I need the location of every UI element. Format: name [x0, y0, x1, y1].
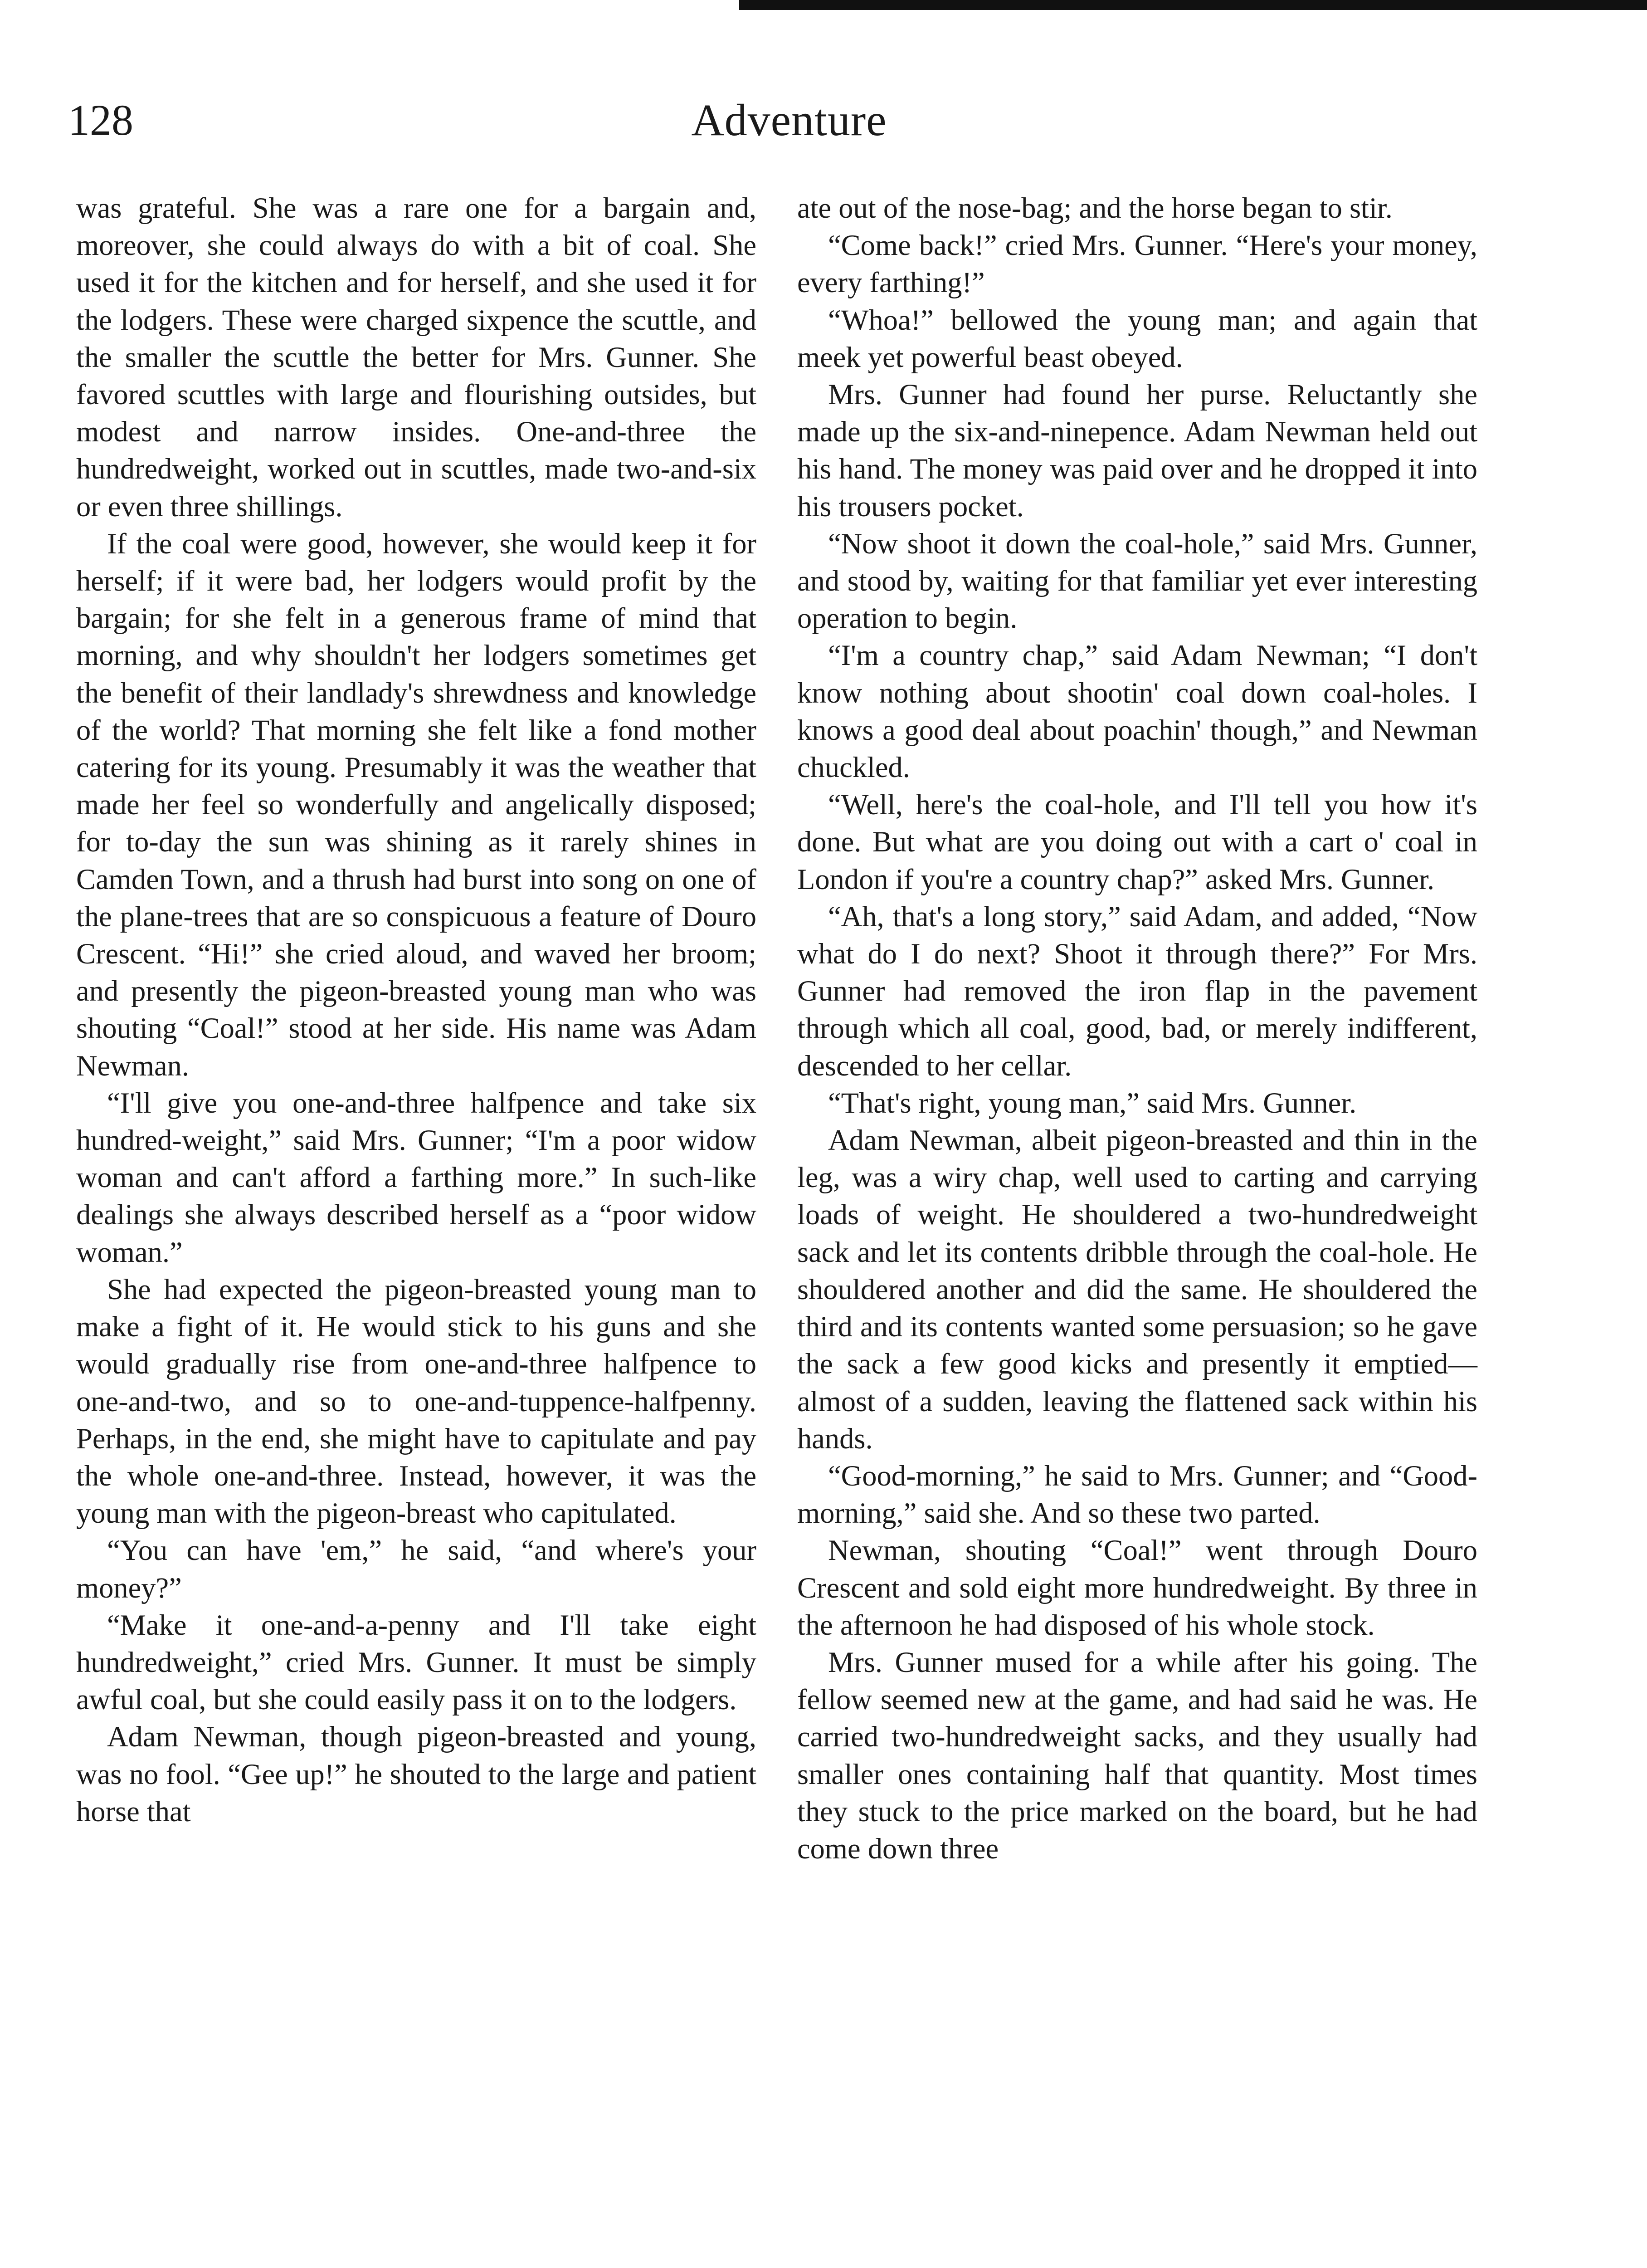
paragraph: was grateful. She was a rare one for a bargain and, moreover, she could always do with a bit of coal. She used it for the kitchen and for herself, and she used it for the lodgers. These were charged sixpence the scuttle, and the smaller the scuttle the better for Mrs. Gunner. She favored scuttles with large and flourishing outsides, but modest and narrow insides. One-and-three the hundredweight, worked out in scuttles, made two-and-six or even three shillings. [76, 192, 756, 523]
paragraph: “I'm a country chap,” said Adam Newman; “I don't know nothing about shootin' coal down coal-holes. I knows a good deal about poachin' though,” and Newman chuckled. [797, 639, 1477, 784]
paragraph: Adam Newman, albeit pigeon-breasted and thin in the leg, was a wiry chap, well used to carting and carrying loads of weight. He shouldered a two-hundredweight sack and let its contents dribble through the coal-hole. He shouldered another and did the same. He shouldered the third and its contents wanted some persuasion; so he gave the sack a few good kicks and presently it emptied—almost of a sudden, leaving the flattened sack within his hands. [797, 1124, 1477, 1455]
running-title: Adventure [691, 95, 887, 145]
paragraph: “You can have 'em,” he said, “and where's your money?” [76, 1534, 756, 1604]
paragraph: “I'll give you one-and-three halfpence and take six hundred-weight,” said Mrs. Gunner; “I'm a poor widow woman and can't afford a farthing more.” In such-like dealings she always described herself as a “poor widow woman.” [76, 1086, 756, 1268]
top-edge-bar [739, 0, 1647, 10]
paragraph: “Whoa!” bellowed the young man; and again that meek yet powerful beast obeyed. [797, 303, 1477, 373]
paragraph: Mrs. Gunner had found her purse. Reluctantly she made up the six-and-ninepence. Adam Newman held out his hand. The money was paid over and he dropped it into his trousers pocket. [797, 378, 1477, 523]
paragraph: “Ah, that's a long story,” said Adam, and added, “Now what do I do next? Shoot it through there?” For Mrs. Gunner had removed the iron flap in the pavement through which all coal, good, bad, or merely indifferent, descended to her cellar. [797, 900, 1477, 1082]
page-number: 128 [68, 96, 133, 144]
paragraph: “Come back!” cried Mrs. Gunner. “Here's your money, every farthing!” [797, 229, 1477, 299]
paragraph: ate out of the nose-bag; and the horse began to stir. [797, 192, 1393, 224]
page-header [68, 86, 1510, 154]
paragraph: “Good-morning,” he said to Mrs. Gunner; and “Good-morning,” said she. And so these two parted. [797, 1459, 1477, 1530]
paragraph: “That's right, young man,” said Mrs. Gunner. [828, 1086, 1357, 1119]
paragraph: Newman, shouting “Coal!” went through Douro Crescent and sold eight more hundredweight. By three in the afternoon he had disposed of his whole stock. [797, 1534, 1477, 1641]
right-column [797, 190, 1477, 1867]
left-column [76, 190, 756, 1830]
paragraph: Mrs. Gunner mused for a while after his going. The fellow seemed new at the game, and had said he was. He carried two-hundredweight sacks, and they usually had smaller ones containing half that quantity. Most times they stuck to the price marked on the board, but he had come down three [797, 1646, 1477, 1865]
paragraph: She had expected the pigeon-breasted young man to make a fight of it. He would stick to his guns and she would gradually rise from one-and-three halfpence to one-and-two, and so to one-and-tuppence-halfpenny. Perhaps, in the end, she might have to capitulate and pay the whole one-and-three. Instead, however, it was the young man with the pigeon-breast who capitulated. [76, 1273, 756, 1530]
paragraph: If the coal were good, however, she would keep it for herself; if it were bad, her lodgers would profit by the bargain; for she felt in a generous frame of mind that morning, and why shouldn't her lodgers sometimes get the benefit of their landlady's shrewdness and knowledge of the world? That morning she felt like a fond mother catering for its young. Presumably it was the weather that made her feel so wonderfully and angelically disposed; for to-day the sun was shining as it rarely shines in Camden Town, and a thrush had burst into song on one of the plane-trees that are so conspicuous a feature of Douro Crescent. “Hi!” she cried aloud, and waved her broom; and presently the pigeon-breasted young man who was shouting “Coal!” stood at her side. His name was Adam Newman. [76, 527, 756, 1082]
paragraph: “Well, here's the coal-hole, and I'll tell you how it's done. But what are you doing out with a cart o' coal in London if you're a country chap?” asked Mrs. Gunner. [797, 788, 1477, 895]
paragraph: “Now shoot it down the coal-hole,” said Mrs. Gunner, and stood by, waiting for that familiar yet ever interesting operation to begin. [797, 527, 1477, 635]
paragraph: Adam Newman, though pigeon-breasted and young, was no fool. “Gee up!” he shouted to the large and patient horse that [76, 1721, 756, 1828]
paragraph: “Make it one-and-a-penny and I'll take eight hundredweight,” cried Mrs. Gunner. It must be simply awful coal, but she could easily pass it on to the lodgers. [76, 1608, 756, 1716]
